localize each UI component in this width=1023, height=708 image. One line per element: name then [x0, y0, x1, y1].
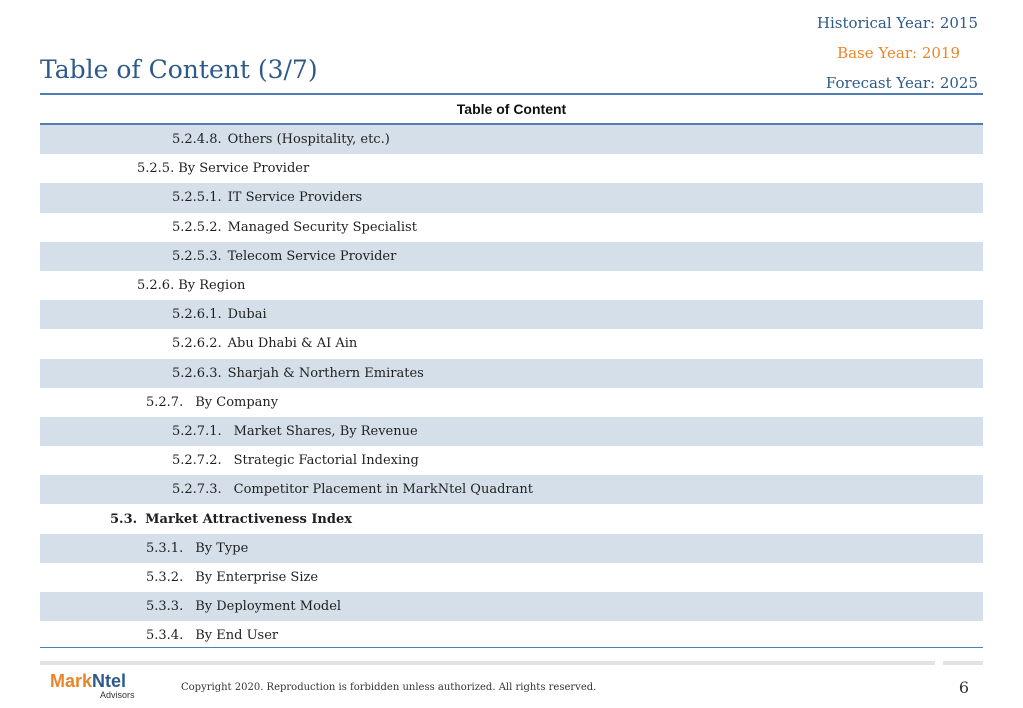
report-years — [817, 8, 978, 98]
toc-row — [40, 125, 983, 154]
toc-row — [40, 621, 983, 650]
toc-row-number: 5.3. — [110, 511, 138, 527]
toc-table — [40, 96, 983, 650]
toc-row-number: 5.2.6.2. — [172, 336, 222, 352]
toc-row-label: Managed Security Specialist — [227, 219, 417, 235]
toc-row — [40, 300, 983, 329]
toc-row — [40, 417, 983, 446]
toc-row — [40, 446, 983, 475]
toc-row — [40, 534, 983, 563]
toc-row-number: 5.2.4.8. — [172, 132, 222, 148]
footer-bar — [40, 661, 935, 665]
toc-row — [40, 213, 983, 242]
toc-row-number: 5.2.6. — [137, 278, 175, 294]
logo-text-ntel: Ntel — [92, 671, 127, 691]
toc-row-label: Strategic Factorial Indexing — [233, 453, 419, 469]
toc-row-label: Others (Hospitality, etc.) — [227, 132, 390, 148]
toc-row-number: 5.3.1. — [146, 540, 184, 556]
toc-rows — [40, 125, 983, 650]
toc-row-number: 5.2.5. — [137, 161, 175, 177]
toc-row — [40, 504, 983, 533]
toc-row-number: 5.2.5.1. — [172, 190, 222, 206]
forecast-year: Forecast Year: 2025 — [825, 74, 978, 92]
footer-bar-right — [943, 661, 983, 665]
toc-row-label: IT Service Providers — [227, 190, 363, 206]
page-title: Table of Content (3/7) — [40, 55, 318, 84]
toc-row-number: 5.2.7.2. — [172, 453, 222, 469]
logo-subtitle: Advisors — [100, 690, 135, 700]
toc-row-label: By Deployment Model — [195, 599, 342, 615]
toc-row-number: 5.2.5.3. — [172, 248, 222, 264]
toc-row-label: Competitor Placement in MarkNtel Quadrant — [233, 482, 533, 498]
toc-row-label: Market Attractiveness Index — [145, 511, 352, 527]
historical-year: Historical Year: 2015 — [816, 14, 978, 32]
toc-row-number: 5.3.3. — [146, 599, 184, 615]
toc-row-number: 5.2.6.3. — [172, 365, 222, 381]
title-divider — [40, 93, 983, 95]
base-year: Base Year: 2019 — [837, 44, 960, 62]
toc-row — [40, 475, 983, 504]
toc-row-label: By Enterprise Size — [195, 569, 319, 585]
toc-row-label: Sharjah & Northern Emirates — [227, 365, 424, 381]
toc-table-heading: Table of Content — [40, 96, 983, 125]
toc-row — [40, 388, 983, 417]
toc-row — [40, 183, 983, 212]
toc-row-number: 5.3.2. — [146, 569, 184, 585]
toc-row-label: Dubai — [227, 307, 267, 323]
toc-row-number: 5.2.6.1. — [172, 307, 222, 323]
toc-row-label: By Type — [195, 540, 249, 556]
markntel-logo — [50, 672, 140, 701]
toc-row-number: 5.2.5.2. — [172, 219, 222, 235]
toc-row — [40, 154, 983, 183]
toc-row-label: By End User — [195, 628, 279, 644]
toc-row — [40, 563, 983, 592]
toc-row — [40, 329, 983, 358]
copyright-notice: Copyright 2020. Reproduction is forbidden unless authorized. All rights reserved. — [181, 682, 597, 693]
toc-row — [40, 242, 983, 271]
table-bottom-divider — [40, 647, 983, 648]
page-number: 6 — [958, 678, 969, 697]
toc-row-number: 5.2.7. — [146, 394, 184, 410]
toc-row — [40, 592, 983, 621]
logo-text-mark: Mark — [50, 671, 93, 691]
toc-row-number: 5.2.7.3. — [172, 482, 222, 498]
toc-row-label: Abu Dhabi & AI Ain — [227, 336, 358, 352]
toc-row-label: Market Shares, By Revenue — [233, 423, 418, 439]
toc-row-label: By Service Provider — [178, 161, 310, 177]
toc-row-label: By Region — [178, 278, 246, 294]
toc-row-label: By Company — [195, 394, 279, 410]
toc-row-number: 5.3.4. — [146, 628, 184, 644]
toc-row — [40, 359, 983, 388]
toc-row-label: Telecom Service Provider — [227, 248, 397, 264]
toc-row — [40, 271, 983, 300]
toc-row-number: 5.2.7.1. — [172, 423, 222, 439]
